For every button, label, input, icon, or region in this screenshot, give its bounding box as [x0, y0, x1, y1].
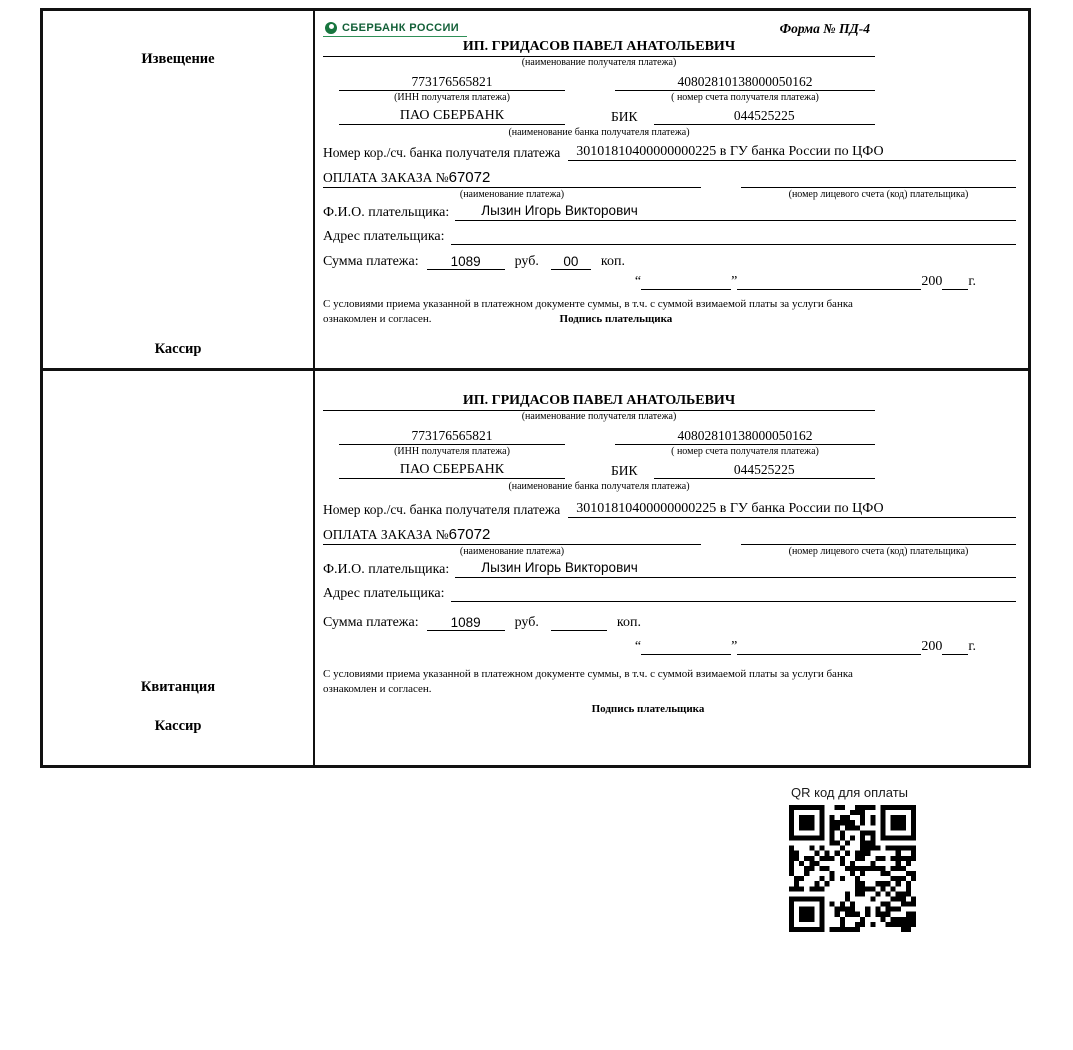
date-day-line: [641, 641, 731, 655]
address-label: Адрес плательщика:: [323, 229, 445, 244]
sum-rub-value: 1089: [427, 615, 505, 631]
corr-account-label: Номер кор./сч. банка получателя платежа: [323, 145, 561, 160]
order-number: 67072: [448, 169, 491, 186]
fio-label: Ф.И.О. плательщика:: [323, 562, 450, 577]
inn-caption: (ИНН получателя платежа): [394, 92, 510, 103]
date-line: [323, 274, 976, 290]
corr-account-value: 30101810400000000225 в ГУ банка России по ЦФО: [568, 501, 1016, 518]
quote-open: “: [634, 639, 642, 654]
date-year-line: [942, 276, 968, 290]
payer-fio-value: Лызин Игорь Викторович: [481, 560, 638, 575]
bank-name: ПАО СБЕРБАНК: [339, 108, 565, 125]
bik-value: 044525225: [654, 462, 875, 479]
notice-section: [40, 8, 1031, 371]
notice-body: [315, 11, 1028, 368]
payment-purpose: [323, 169, 701, 188]
receipt-label: Квитанция: [140, 679, 216, 695]
kop-label: коп.: [600, 254, 625, 269]
qr-label: QR код для оплаты: [791, 785, 909, 800]
bik-value: 044525225: [654, 108, 875, 125]
bik-label: БИК: [611, 109, 638, 124]
cashier-label: Кассир: [154, 718, 202, 734]
fio-label: Ф.И.О. плательщика:: [323, 205, 450, 220]
corr-account-value: 30101810400000000225 в ГУ банка России по ЦФО: [568, 144, 1016, 161]
recipient-caption: (наименование получателя платежа): [521, 57, 677, 68]
sberbank-logo: [323, 21, 467, 37]
terms-text: [323, 667, 973, 698]
kop-label: коп.: [616, 615, 641, 630]
year-suffix: г.: [968, 274, 976, 289]
terms-line2: ознакомлен и согласен.: [323, 313, 432, 326]
inn-value: 773176565821: [339, 428, 565, 445]
purpose-caption: (наименование платежа): [459, 189, 565, 200]
payer-code-caption: (номер лицевого счета (код) плательщика): [788, 546, 969, 557]
year-prefix: 200: [921, 274, 943, 289]
payer-code-line: [741, 174, 1016, 188]
terms-line1: С условиями приема указанной в платежном документе суммы, в т.ч. с суммой взимаемой платы за услуги банка: [323, 298, 853, 310]
recipient-name: ИП. ГРИДАСОВ ПАВЕЛ АНАТОЛЬЕВИЧ: [323, 393, 875, 411]
date-month-line: [737, 276, 921, 290]
receipt-left-column: [43, 371, 315, 765]
terms-line2: ознакомлен и согласен.: [323, 683, 432, 696]
terms-line1: С условиями приема указанной в платежном документе суммы, в т.ч. с суммой взимаемой платы за услуги банка: [323, 668, 853, 680]
purpose-prefix: ОПЛАТА ЗАКАЗА №: [323, 527, 449, 542]
address-label: Адрес плательщика:: [323, 586, 445, 601]
qr-section: [789, 785, 916, 932]
bik-label: БИК: [611, 463, 638, 478]
sum-kop-value: [551, 615, 607, 631]
receipt-body: [315, 371, 1028, 765]
year-prefix: 200: [921, 639, 943, 654]
inn-caption: (ИНН получателя платежа): [394, 446, 510, 457]
signature-label: Подпись плательщика: [591, 702, 705, 715]
purpose-caption: (наименование платежа): [459, 546, 565, 557]
terms-text: [323, 297, 973, 328]
sum-label: Сумма платежа:: [323, 254, 419, 269]
year-suffix: г.: [968, 639, 976, 654]
recipient-name: ИП. ГРИДАСОВ ПАВЕЛ АНАТОЛЬЕВИЧ: [323, 39, 875, 57]
payer-fio-value: Лызин Игорь Викторович: [481, 203, 638, 218]
quote-close: ”: [731, 639, 738, 654]
payer-code-line: [741, 531, 1016, 545]
payment-purpose: [323, 526, 701, 545]
inn-value: 773176565821: [339, 74, 565, 91]
date-year-line: [942, 641, 968, 655]
account-caption: ( номер счета получателя платежа): [671, 446, 819, 457]
account-value: 40802810138000050162: [615, 428, 875, 445]
payer-code-caption: (номер лицевого счета (код) плательщика): [788, 189, 969, 200]
form-title: Форма № ПД-4: [779, 21, 870, 36]
date-day-line: [641, 276, 731, 290]
sum-kop-value: 00: [551, 254, 591, 270]
bank-caption: (наименование банка получателя платежа): [508, 481, 690, 492]
rub-label: руб.: [514, 254, 539, 269]
corr-account-label: Номер кор./сч. банка получателя платежа: [323, 502, 561, 517]
quote-open: “: [634, 274, 642, 289]
account-caption: ( номер счета получателя платежа): [671, 92, 819, 103]
sberbank-logo-text: СБЕРБАНК РОССИИ: [342, 22, 460, 34]
notice-left-column: [43, 11, 315, 368]
sberbank-logo-icon: [325, 22, 337, 34]
notice-label: Извещение: [141, 51, 215, 67]
signature-label: Подпись плательщика: [559, 313, 673, 326]
purpose-prefix: ОПЛАТА ЗАКАЗА №: [323, 170, 449, 185]
rub-label: руб.: [514, 615, 539, 630]
bank-caption: (наименование банка получателя платежа): [508, 127, 690, 138]
bank-name: ПАО СБЕРБАНК: [339, 462, 565, 479]
date-month-line: [737, 641, 921, 655]
recipient-caption: (наименование получателя платежа): [521, 411, 677, 422]
cashier-label: Кассир: [154, 341, 202, 357]
quote-close: ”: [731, 274, 738, 289]
sum-label: Сумма платежа:: [323, 615, 419, 630]
qr-code: [789, 805, 916, 932]
account-value: 40802810138000050162: [615, 74, 875, 91]
order-number: 67072: [448, 526, 491, 543]
date-line: [323, 639, 976, 655]
notice-header: [323, 21, 1016, 37]
receipt-section: [40, 368, 1031, 768]
sum-rub-value: 1089: [427, 254, 505, 270]
payment-form-pd4: [40, 8, 1031, 768]
